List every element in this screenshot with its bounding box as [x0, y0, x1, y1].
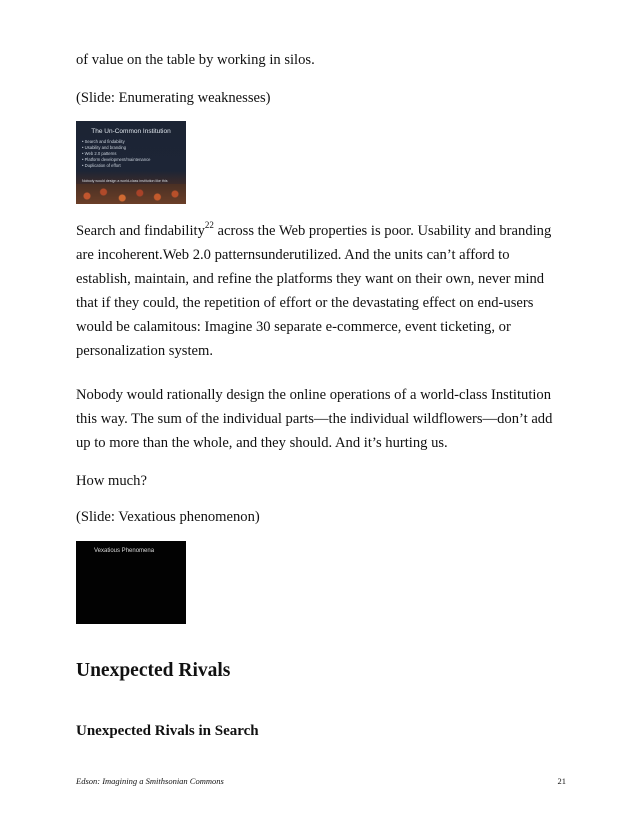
footnote-ref: 22 [204, 220, 214, 231]
slide-bullet: • Usability and branding [82, 145, 151, 151]
wildflowers-image [76, 184, 186, 204]
page-number: 21 [557, 776, 566, 786]
paragraph-text: Search and findability [76, 223, 205, 239]
paragraph-text: across the Web properties is poor. Usability and branding are incoherent.Web 2.0 patternsunderutilized. And the units can’t afford to establish, maintain, and refine the platforms they want on their own, never mind that if they could, the repetition of effort or the devastating effect on end-users would be calamitous: Imagine 30 separate e-commerce, event ticketing, or personalization system. [76, 223, 552, 359]
slide-bullet: • Search and findability [82, 139, 151, 145]
slide-bullet: • Platform development/maintenance [82, 157, 151, 163]
slide-caption-weaknesses: (Slide: Enumerating weaknesses) [76, 90, 271, 106]
paragraph-silos: of value on the table by working in silos. [76, 52, 315, 68]
slide-note: Nobody would design a world-class institution like this [82, 179, 168, 183]
slide-bullet-list [82, 139, 151, 169]
subsection-heading: Unexpected Rivals in Search [76, 723, 259, 739]
footer-running-title: Edson: Imagining a Smithsonian Commons [76, 776, 224, 786]
section-heading: Unexpected Rivals [76, 660, 231, 681]
slide-thumbnail-vexatious-phenomena [76, 541, 186, 624]
paragraph-nobody-would: Nobody would rationally design the online operations of a world-class Institution this way. The sum of the individual parts—the individual wildflowers—don’t add up to more than the whole, and they should. And it’s hurting us. [76, 387, 553, 451]
slide-title: Vexatious Phenomena [94, 548, 155, 554]
slide-thumbnail-uncommon-institution [76, 121, 186, 204]
paragraph-search-findability [76, 219, 566, 363]
slide-bullet: • Web 2.0 patterns [82, 151, 151, 157]
page-footer [76, 775, 566, 787]
slide-caption-vexatious: (Slide: Vexatious phenomenon) [76, 509, 260, 525]
slide-bullet: • Duplication of effort [82, 163, 151, 169]
slide-title: The Un-Common Institution [91, 128, 171, 135]
paragraph-how-much: How much? [76, 473, 147, 489]
